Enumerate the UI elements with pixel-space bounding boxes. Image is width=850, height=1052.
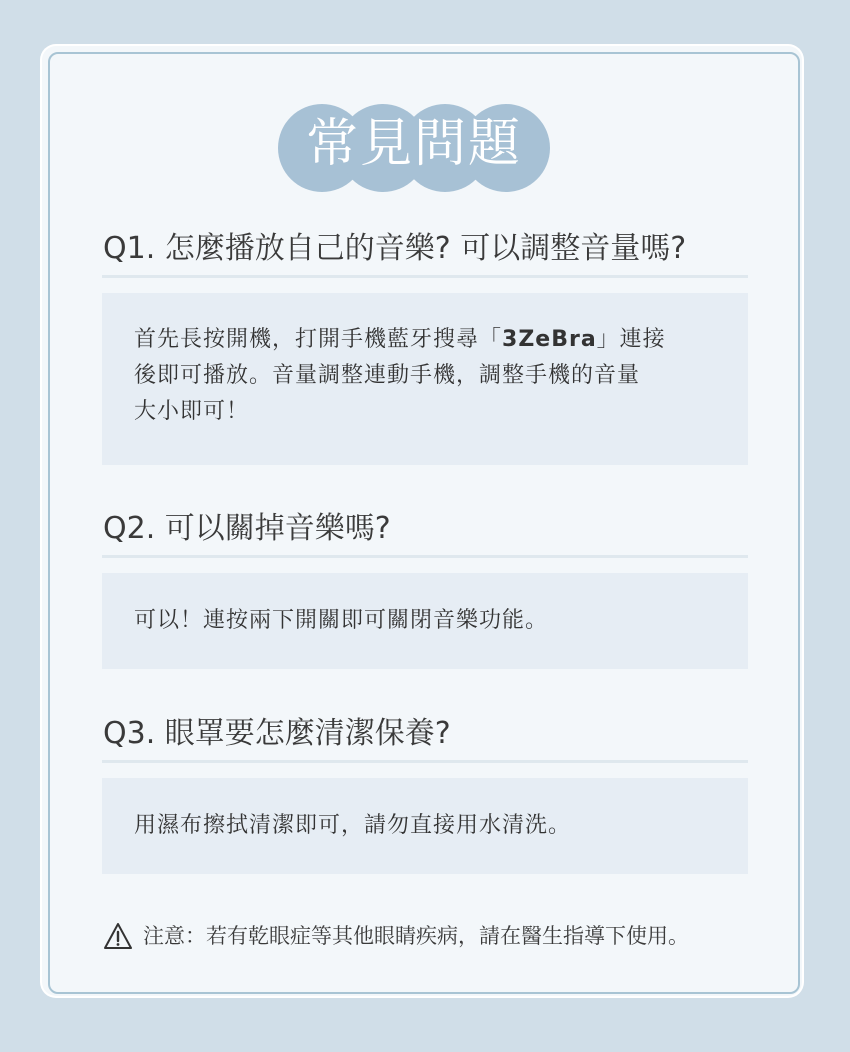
faq-question-2: Q2. 可以關掉音樂嗎?	[103, 511, 391, 546]
answer-text: 」連接	[596, 327, 666, 352]
faq-question-3: Q3. 眼罩要怎麼清潔保養?	[103, 716, 451, 751]
question-divider	[102, 275, 748, 278]
question-divider	[102, 555, 748, 558]
notice-text: 注意：若有乾眼症等其他眼睛疾病，請在醫生指導下使用。	[143, 924, 689, 948]
answer-line	[134, 322, 748, 358]
faq-answer-3	[102, 778, 748, 874]
faq-question-1: Q1. 怎麼播放自己的音樂? 可以調整音量嗎?	[103, 231, 687, 266]
faq-answer-1	[102, 293, 748, 465]
answer-line: 可以！連按兩下開關即可關閉音樂功能。	[134, 608, 549, 633]
answer-line: 用濕布擦拭清潔即可，請勿直接用水清洗。	[134, 813, 572, 838]
title-badge	[278, 104, 550, 192]
page-title: 常見問題	[305, 114, 522, 174]
answer-line: 大小即可！	[134, 399, 250, 424]
answer-text: 首先長按開機，打開手機藍牙搜尋「	[134, 327, 503, 352]
answer-line: 後即可播放。音量調整連動手機，調整手機的音量	[134, 363, 641, 388]
warning-triangle-icon	[103, 922, 133, 950]
brand-name: 3ZeBra	[502, 327, 597, 352]
question-divider	[102, 760, 748, 763]
notice	[103, 920, 689, 952]
faq-answer-2	[102, 573, 748, 669]
